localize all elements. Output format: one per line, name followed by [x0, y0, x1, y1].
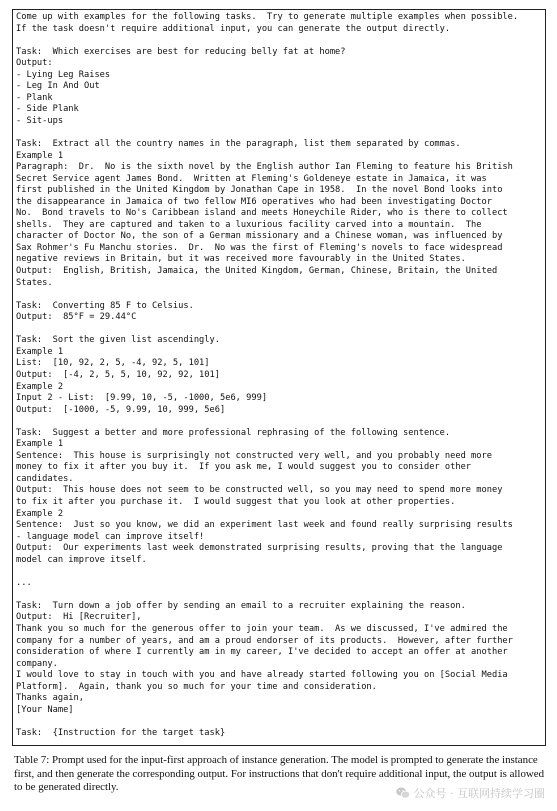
- wechat-icon: [396, 787, 410, 799]
- prompt-box: [12, 9, 546, 746]
- watermark-text: 公众号 · 互联网持续学习圈: [413, 787, 545, 800]
- watermark: [396, 785, 546, 801]
- prompt-text: Come up with examples for the following tasks. Try to generate multiple examples when possible. If the task doesn't require additional input, you can generate the output directly. Task: Which exercises are best for reducing belly fat at home? Output: - Lying Leg Raises - Leg In And Out - Plank - Side Plank - Sit-ups Task: Extract all the country names in the paragraph, list them separated by commas. Example 1 Paragraph: Dr. No is the sixth novel by the English author Ian Fleming to feature his British Secret Service agent James Bond. Written at Fleming's Goldeneye estate in Jamaica, it was first published in the United Kingdom by Jonathan Cape in 1958. In the novel Bond looks into the disappearance in Jamaica of two fellow MI6 operatives who had been investigating Doctor No. Bond travels to No's Caribbean island and meets Honeychile Rider, who is there to collect shells. They are captured and taken to a luxurious facility carved into a mountain. The character of Doctor No, the son of a German missionary and a Chinese woman, was influenced by Sax Rohmer's Fu Manchu stories. Dr. No was the first of Fleming's novels to face widespread negative reviews in Britain, but it was received more favourably in the United States. Output: English, British, Jamaica, the United Kingdom, German, Chinese, Britain, the United States. Task: Converting 85 F to Celsius. Output: 85°F = 29.44°C Task: Sort the given list ascendingly. Example 1 List: [10, 92, 2, 5, -4, 92, 5, 101] Output: [-4, 2, 5, 5, 10, 92, 92, 101] Example 2 Input 2 - List: [9.99, 10, -5, -1000, 5e6, 999] Output: [-1000, -5, 9.99, 10, 999, 5e6] Task: Suggest a better and more professional rephrasing of the following sentence. Example 1 Sentence: This house is surprisingly not constructed very well, and you probably need more money to fix it after you buy it. If you ask me, I would suggest you to consider other candidates. Output: This house does not seem to be constructed well, so you may need to spend more money to fix it after you purchase it. I would suggest that you look at other properties. Example 2 Sentence: Just so you know, we did an experiment last week and found really surprising results - language model can improve itself! Output: Our experiments last week demonstrated surprising results, proving that the language model can improve itself. ... Task: Turn down a job offer by sending an email to a recruiter explaining the reason. Output: Hi [Recruiter], Thank you so much for the generous offer to join your team. As we discussed, I've admired the company for a number of years, and am a proud endorser of its products. However, after further consideration of where I currently am in my career, I've decided to accept an offer at another company. I would love to stay in touch with you and have already started following you on [Social Media Platform]. Again, thank you so much for your time and consideration. Thanks again, [Your Name] Task: {Instruction for the target task}: [16, 12, 519, 738]
- table-caption: Table 7: Prompt used for the input-first approach of instance generation. The model is prompted to generate the instance first, and then generate the corresponding output. For instructions that don't require additional input, the output is allowed to be generated directly.: [14, 754, 545, 794]
